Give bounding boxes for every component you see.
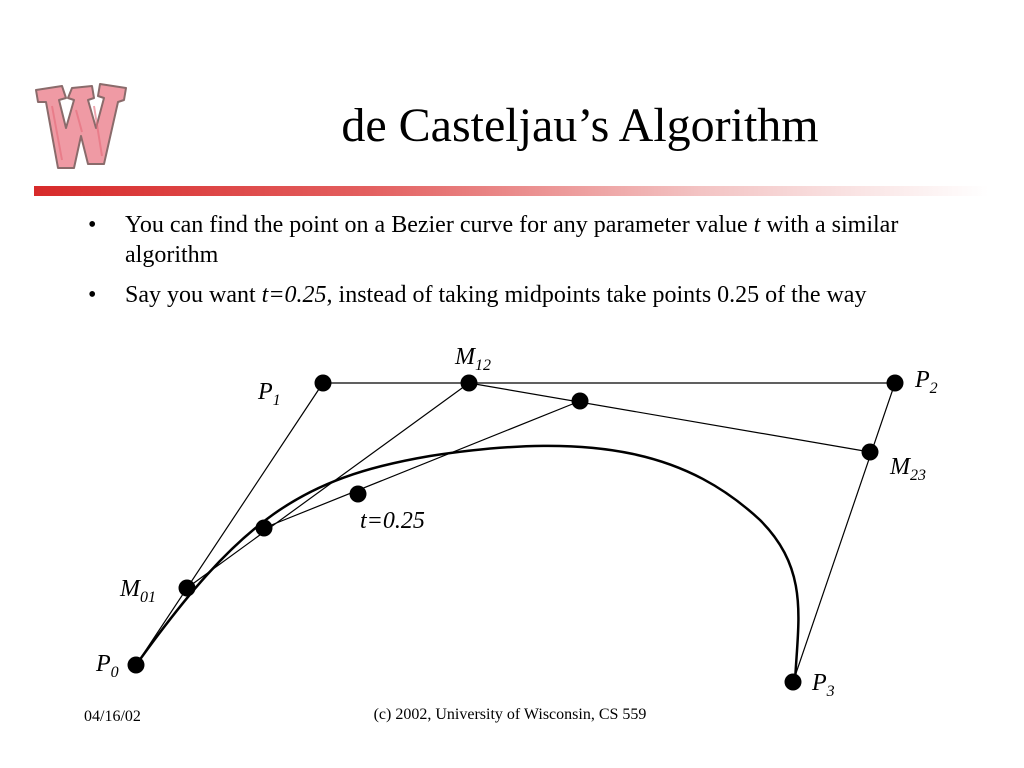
bullet-text: You can find the point on a Bezier curve for any parameter value: [125, 212, 754, 238]
label-m01: $M_{01}$: [120, 576, 156, 606]
bullet-text: , instead of taking midpoints take points 0.25 of the way: [326, 282, 867, 308]
point-t: [350, 486, 367, 503]
point-intermediate: [572, 393, 589, 410]
label-p2: $P_2$: [915, 367, 938, 397]
point-p1: [315, 375, 332, 392]
slide-title: de Casteljau’s Algorithm: [341, 99, 819, 152]
footer-date: 04/16/02: [84, 708, 141, 725]
control-polygon-edge: [136, 383, 323, 665]
footer-copyright: (c) 2002, University of Wisconsin, CS 559: [373, 706, 647, 723]
bullet-emphasis: t: [753, 212, 761, 238]
label-p0: $P_0$: [96, 651, 119, 681]
label-p1: $P_1$: [258, 379, 281, 409]
construction-line: [187, 383, 469, 588]
construction-line: [469, 383, 870, 452]
point-p3: [785, 674, 802, 691]
point-p0: [128, 657, 145, 674]
control-polygon-edge: [793, 383, 895, 682]
bezier-curve: [136, 446, 798, 682]
bullet-text: Say you want: [125, 282, 262, 308]
label-t: t=0.25: [360, 508, 425, 534]
bullet-marker: •: [88, 282, 97, 308]
point-intermediate: [256, 520, 273, 537]
label-m12: $M_{12}$: [455, 344, 491, 374]
label-m23: $M_{23}$: [890, 454, 926, 484]
point-m01: [179, 580, 196, 597]
point-m23: [862, 444, 879, 461]
bullet-emphasis: t=0.25: [261, 282, 327, 308]
point-p2: [887, 375, 904, 392]
point-m12: [461, 375, 478, 392]
bullet-text: with a similar algorithm: [125, 212, 899, 268]
bullet-marker: •: [88, 212, 97, 238]
label-p3: $P_3$: [812, 670, 835, 700]
